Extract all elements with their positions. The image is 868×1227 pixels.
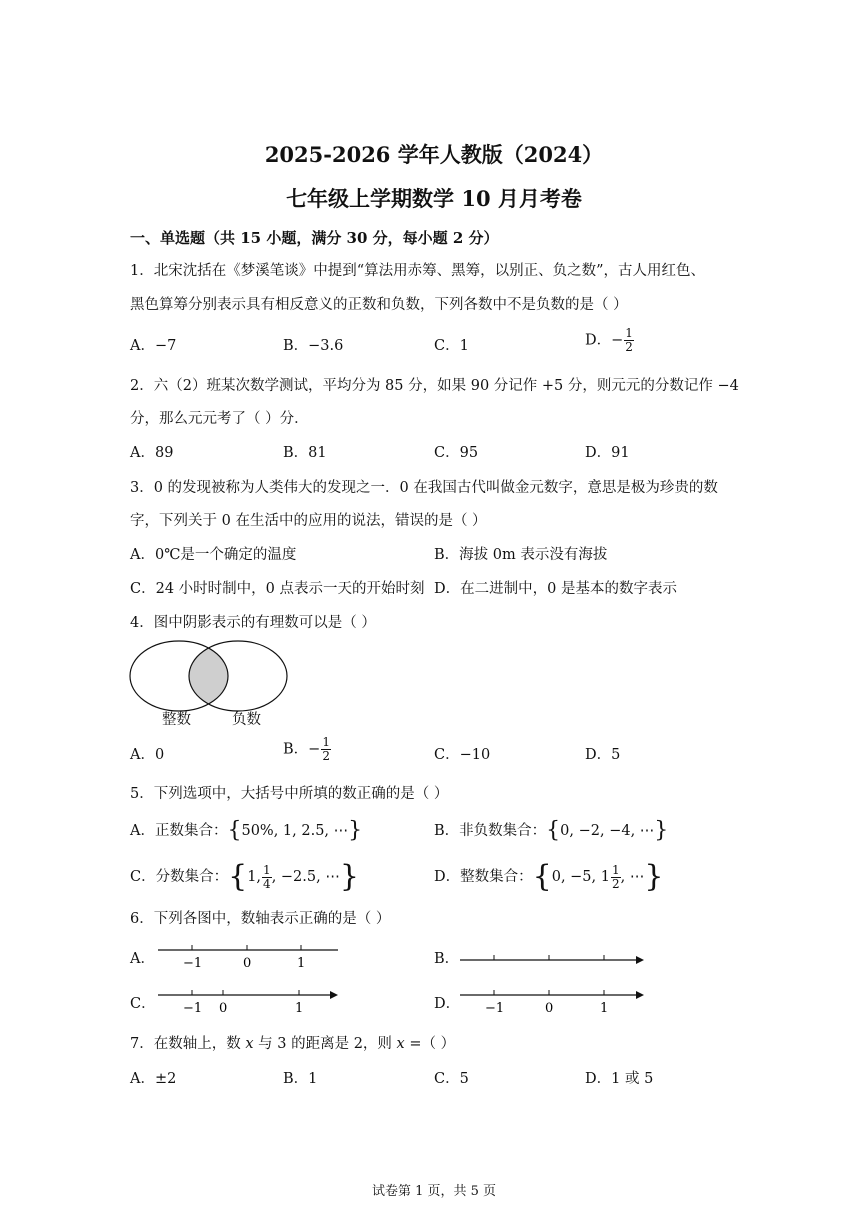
variable-x: x: [396, 1036, 405, 1052]
q7-option-d[interactable]: D．1 或 5: [585, 1071, 654, 1087]
q6-number-line-c[interactable]: [156, 985, 342, 1019]
q3-option-b[interactable]: B．海拔 0m 表示没有海拔: [434, 547, 608, 563]
tick-label: 0: [243, 956, 252, 971]
open-brace: {: [546, 818, 561, 843]
q7-stem-post: =（ ）: [404, 1036, 456, 1052]
q5-option-d-label: D．整数集合：: [434, 869, 533, 885]
exam-title-line1: 2025-2026 学年人教版（2024）: [264, 142, 604, 167]
q4-option-a[interactable]: A．0: [130, 747, 165, 763]
q7-stem-line1: [130, 1035, 455, 1053]
q6-option-c-label[interactable]: C．: [130, 996, 156, 1012]
q1-option-d-prefix: D．−: [585, 332, 624, 349]
tick-label: 1: [295, 1001, 304, 1016]
q6-number-line-b[interactable]: [458, 950, 648, 972]
q5-option-d-pre: 0, −5, 1: [551, 869, 610, 885]
q6-number-line-a[interactable]: [156, 940, 342, 974]
tick-label: −1: [183, 956, 203, 971]
q6-option-b-label[interactable]: B．: [434, 951, 460, 967]
q7-option-a[interactable]: A．±2: [130, 1071, 177, 1087]
close-brace: }: [348, 818, 363, 843]
q5-option-c-label: C．分数集合：: [130, 869, 229, 885]
section-heading-single-choice: 一、单选题（共 15 小题，满分 30 分，每小题 2 分）: [130, 229, 499, 247]
q2-option-b[interactable]: B．81: [283, 445, 327, 461]
q5-option-a-set: 50%, 1, 2.5, ⋯: [241, 823, 349, 839]
q1-option-c[interactable]: C．1: [434, 338, 469, 354]
q4-option-d[interactable]: D．5: [585, 747, 621, 763]
q2-stem-line2: 分，那么元元考了（ ）分．: [130, 411, 309, 427]
q3-stem-line2: 字，下列关于 0 在生活中的应用的说法，错误的是（ ）: [130, 513, 487, 529]
tick-label: −1: [485, 1001, 505, 1016]
q1-option-a[interactable]: A．−7: [130, 338, 177, 354]
q3-option-a[interactable]: A．0℃是一个确定的温度: [130, 547, 297, 563]
q5-option-d-post: , ⋯: [620, 869, 645, 885]
venn-label-negatives: 负数: [232, 712, 261, 728]
fraction-denominator: 2: [322, 749, 330, 763]
fraction: [611, 864, 621, 891]
open-brace: {: [228, 859, 248, 894]
q5-option-c-pre: 1,: [247, 869, 262, 885]
q3-stem-line1: 3．0 的发现被称为人类伟大的发现之一．0 在我国古代叫做金元数字，意思是极为珍贵的数: [130, 480, 718, 496]
page-footer: 试卷第 1 页，共 5 页: [371, 1184, 497, 1199]
q2-option-c[interactable]: C．95: [434, 445, 479, 461]
venn-diagram: [128, 638, 298, 734]
q4-option-b[interactable]: [283, 736, 331, 763]
q5-option-a[interactable]: [130, 818, 363, 843]
q7-stem-mid: 与 3 的距离是 2，则: [253, 1036, 397, 1052]
fraction: [321, 736, 331, 763]
q7-option-b[interactable]: B．1: [283, 1071, 318, 1087]
q7-option-c[interactable]: C．5: [434, 1071, 469, 1087]
q2-option-a[interactable]: A．89: [130, 445, 174, 461]
q1-option-d[interactable]: [585, 327, 634, 354]
variable-x: x: [245, 1036, 254, 1052]
q6-number-line-d[interactable]: [458, 985, 648, 1019]
close-brace: }: [339, 859, 359, 894]
tick-label: 0: [219, 1001, 228, 1016]
fraction: [262, 864, 272, 891]
tick-label: 1: [297, 956, 306, 971]
q3-option-c[interactable]: C．24 小时时制中，0 点表示一天的开始时刻: [130, 581, 425, 597]
venn-label-integers: 整数: [162, 712, 191, 728]
fraction: [624, 327, 634, 354]
q5-option-c-post: , −2.5, ⋯: [271, 869, 340, 885]
q2-stem-line1: 2．六（2）班某次数学测试，平均分为 85 分，如果 90 分记作 +5 分，则元元的分数记作 −4: [130, 378, 739, 394]
fraction-numerator: 1: [611, 862, 620, 877]
q6-option-a-label[interactable]: A．: [130, 951, 155, 967]
q4-option-c[interactable]: C．−10: [434, 747, 491, 763]
arrow-head-icon: [636, 956, 644, 964]
arrow-head-icon: [636, 991, 644, 999]
q2-option-d[interactable]: D．91: [585, 445, 630, 461]
q1-stem-line1: 1．北宋沈括在《梦溪笔谈》中提到“算法用赤筹、黑筹，以别正、负之数”，古人用红色、: [130, 263, 706, 279]
tick-label: 1: [600, 1001, 609, 1016]
close-brace: }: [654, 818, 669, 843]
fraction-denominator: 2: [625, 340, 633, 354]
open-brace: {: [532, 859, 552, 894]
q5-option-a-label: A．正数集合：: [130, 823, 228, 839]
exam-title-line2: 七年级上学期数学 10 月月考卷: [286, 186, 582, 211]
q5-option-d[interactable]: [434, 859, 664, 894]
q5-option-b-label: B．非负数集合：: [434, 823, 547, 839]
q3-option-d[interactable]: D．在二进制中，0 是基本的数字表示: [434, 581, 677, 597]
fraction-numerator: 1: [263, 862, 271, 877]
arrow-head-icon: [330, 991, 338, 999]
tick-label: 0: [545, 1001, 554, 1016]
fraction-denominator: 2: [611, 876, 620, 891]
open-brace: {: [227, 818, 242, 843]
q7-stem-pre: 7．在数轴上，数: [130, 1036, 246, 1052]
q1-stem-line2: 黑色算筹分别表示具有相反意义的正数和负数，下列各数中不是负数的是（ ）: [130, 297, 628, 313]
q5-option-c[interactable]: [130, 859, 359, 894]
fraction-numerator: 1: [322, 735, 330, 749]
q6-stem-line1: 6．下列各图中，数轴表示正确的是（ ）: [130, 911, 391, 927]
tick-label: −1: [183, 1001, 203, 1016]
q6-option-d-label[interactable]: D．: [434, 996, 461, 1012]
q4-option-b-prefix: B．−: [283, 741, 321, 758]
q5-option-b-set: 0, −2, −4, ⋯: [560, 823, 655, 839]
q4-stem-line1: 4．图中阴影表示的有理数可以是（ ）: [130, 615, 376, 631]
fraction-denominator: 4: [263, 876, 271, 891]
q5-stem-line1: 5．下列选项中，大括号中所填的数正确的是（ ）: [130, 786, 449, 802]
q1-option-b[interactable]: B．−3.6: [283, 338, 344, 354]
close-brace: }: [644, 859, 664, 894]
fraction-numerator: 1: [625, 326, 633, 340]
q5-option-b[interactable]: [434, 818, 669, 843]
